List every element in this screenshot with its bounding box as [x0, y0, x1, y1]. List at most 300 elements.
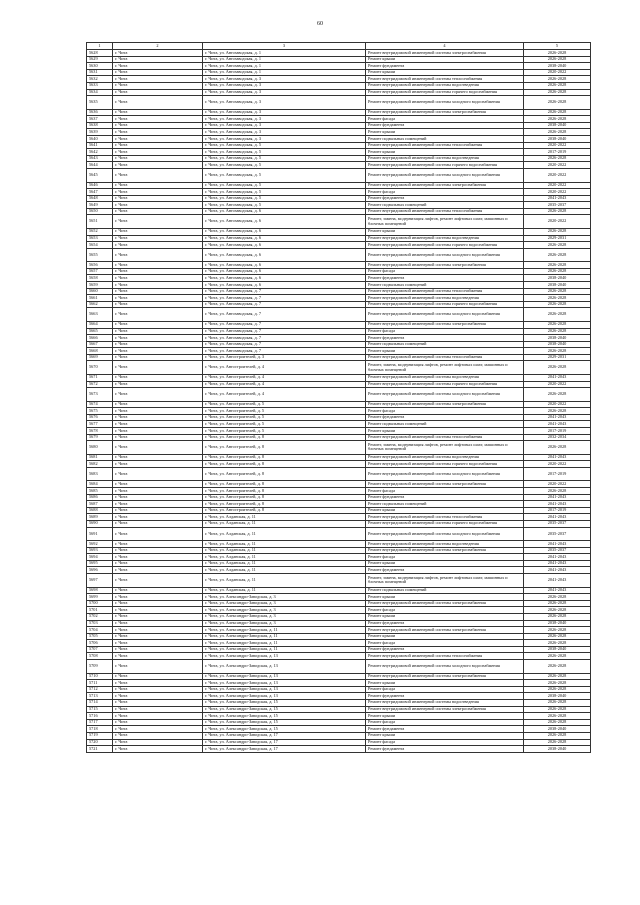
address-cell: г. Чита, ул. Автозаводская, д. 1 [203, 69, 366, 76]
municipality-cell: г. Чита [113, 613, 203, 620]
table-row [87, 408, 591, 415]
row-number-cell: 5642 [87, 149, 113, 156]
municipality-cell: г. Чита [113, 242, 203, 249]
municipality-cell: г. Чита [113, 195, 203, 202]
row-number-cell: 5672 [87, 381, 113, 388]
period-cell: 2029-2031 [524, 235, 591, 242]
municipality-cell: г. Чита [113, 441, 203, 455]
table-row [87, 195, 591, 202]
work-type-cell: Ремонт внутридомовой инженерной системы горячего водоснабжения [366, 162, 524, 169]
address-cell: г. Чита, ул. Автозаводская, д. 6 [203, 262, 366, 269]
address-cell: г. Чита, ул. Автозаводская, д. 7 [203, 335, 366, 342]
municipality-cell: г. Чита [113, 693, 203, 700]
municipality-cell: г. Чита [113, 607, 203, 614]
work-type-cell: Ремонт фасада [366, 640, 524, 647]
table-row [87, 680, 591, 687]
period-cell: 2029-2031 [524, 354, 591, 361]
period-cell: 2020-2022 [524, 142, 591, 149]
address-cell: г. Чита, ул. Алданская, д. 11 [203, 587, 366, 594]
table-row [87, 746, 591, 753]
work-type-cell: Ремонт внутридомовой инженерной системы электроснабжения [366, 673, 524, 680]
period-cell: 2026-2028 [524, 155, 591, 162]
row-number-cell: 5702 [87, 613, 113, 620]
work-type-cell: Ремонт крыши [366, 594, 524, 601]
period-cell: 2026-2028 [524, 627, 591, 634]
table-row [87, 481, 591, 488]
row-number-cell: 5667 [87, 341, 113, 348]
row-number-cell: 5705 [87, 633, 113, 640]
municipality-cell: г. Чита [113, 215, 203, 229]
municipality-cell: г. Чита [113, 428, 203, 435]
address-cell: г. Чита, ул. Александро-Заводская, д. 11 [203, 640, 366, 647]
work-type-cell: Ремонт внутридомовой инженерной системы теплоснабжения [366, 514, 524, 521]
table-row [87, 461, 591, 468]
municipality-cell: г. Чита [113, 574, 203, 588]
row-number-cell: 5720 [87, 739, 113, 746]
address-cell: г. Чита, ул. Автозаводская, д. 3 [203, 82, 366, 89]
table-row [87, 149, 591, 156]
table-row [87, 321, 591, 328]
address-cell: г. Чита, ул. Автозаводская, д. 6 [203, 275, 366, 282]
row-number-cell: 5649 [87, 202, 113, 209]
row-number-cell: 5698 [87, 587, 113, 594]
row-number-cell: 5683 [87, 467, 113, 481]
work-type-cell: Ремонт внутридомовой инженерной системы холодного водоснабжения [366, 467, 524, 481]
address-cell: г. Чита, ул. Алданская, д. 11 [203, 514, 366, 521]
table-row [87, 560, 591, 567]
period-cell: 2026-2028 [524, 660, 591, 674]
work-type-cell: Ремонт внутридомовой инженерной системы горячего водоснабжения [366, 242, 524, 249]
address-cell: г. Чита, ул. Автостроителей, д. 3 [203, 354, 366, 361]
row-number-cell: 5631 [87, 69, 113, 76]
municipality-cell: г. Чита [113, 182, 203, 189]
municipality-cell: г. Чита [113, 719, 203, 726]
period-cell: 2038-2040 [524, 136, 591, 143]
row-number-cell: 5654 [87, 242, 113, 249]
municipality-cell: г. Чита [113, 454, 203, 461]
period-cell: 2026-2028 [524, 301, 591, 308]
municipality-cell: г. Чита [113, 295, 203, 302]
municipality-cell: г. Чита [113, 282, 203, 289]
municipality-cell: г. Чита [113, 560, 203, 567]
address-cell: г. Чита, ул. Автозаводская, д. 6 [203, 242, 366, 249]
table-row [87, 653, 591, 660]
period-cell: 2020-2022 [524, 381, 591, 388]
period-cell: 2020-2022 [524, 162, 591, 169]
period-cell: 2026-2028 [524, 288, 591, 295]
table-row [87, 739, 591, 746]
work-type-cell: Ремонт внутридомовой инженерной системы электроснабжения [366, 401, 524, 408]
table-row [87, 202, 591, 209]
table-row [87, 169, 591, 183]
column-header: 4 [366, 43, 524, 50]
period-cell: 2026-2028 [524, 321, 591, 328]
row-number-cell: 5704 [87, 627, 113, 634]
municipality-cell: г. Чита [113, 162, 203, 169]
work-type-cell: Ремонт подвальных помещений [366, 587, 524, 594]
municipality-cell: г. Чита [113, 488, 203, 495]
period-cell: 2026-2028 [524, 56, 591, 63]
municipality-cell: г. Чита [113, 228, 203, 235]
period-cell: 2038-2040 [524, 282, 591, 289]
municipality-cell: г. Чита [113, 421, 203, 428]
row-number-cell: 5656 [87, 262, 113, 269]
period-cell: 2026-2028 [524, 653, 591, 660]
table-row [87, 699, 591, 706]
address-cell: г. Чита, ул. Автостроителей, д. 8 [203, 507, 366, 514]
work-type-cell: Ремонт внутридомовой инженерной системы холодного водоснабжения [366, 96, 524, 110]
period-cell: 2026-2028 [524, 208, 591, 215]
table-row [87, 613, 591, 620]
row-number-cell: 5633 [87, 82, 113, 89]
work-type-cell: Ремонт фундамента [366, 494, 524, 501]
municipality-cell: г. Чита [113, 594, 203, 601]
period-cell: 2026-2028 [524, 408, 591, 415]
work-type-cell: Ремонт крыши [366, 428, 524, 435]
work-type-cell: Ремонт внутридомовой инженерной системы водоотведения [366, 82, 524, 89]
municipality-cell: г. Чита [113, 507, 203, 514]
period-cell: 2038-2040 [524, 746, 591, 753]
period-cell: 2017-2019 [524, 507, 591, 514]
municipality-cell: г. Чита [113, 248, 203, 262]
period-cell: 2026-2028 [524, 328, 591, 335]
period-cell: 2038-2040 [524, 122, 591, 129]
municipality-cell: г. Чита [113, 328, 203, 335]
row-number-cell: 5703 [87, 620, 113, 627]
municipality-cell: г. Чита [113, 109, 203, 116]
municipality-cell: г. Чита [113, 122, 203, 129]
address-cell: г. Чита, ул. Александро-Заводская, д. 11 [203, 646, 366, 653]
table-row [87, 341, 591, 348]
work-type-cell: Ремонт фундамента [366, 195, 524, 202]
row-number-cell: 5685 [87, 488, 113, 495]
row-number-cell: 5699 [87, 594, 113, 601]
table-row [87, 50, 591, 57]
municipality-cell: г. Чита [113, 76, 203, 83]
period-cell: 2041-2043 [524, 514, 591, 521]
table-row [87, 189, 591, 196]
municipality-cell: г. Чита [113, 208, 203, 215]
work-type-cell: Ремонт внутридомовой инженерной системы водоотведения [366, 699, 524, 706]
row-number-cell: 5639 [87, 129, 113, 136]
row-number-cell: 5630 [87, 63, 113, 70]
row-number-cell: 5713 [87, 693, 113, 700]
row-number-cell: 5700 [87, 600, 113, 607]
table-row [87, 354, 591, 361]
address-cell: г. Чита, ул. Автозаводская, д. 1 [203, 63, 366, 70]
address-cell: г. Чита, ул. Автозаводская, д. 3 [203, 116, 366, 123]
work-type-cell: Ремонт внутридомовой инженерной системы горячего водоснабжения [366, 520, 524, 527]
row-number-cell: 5712 [87, 686, 113, 693]
municipality-cell: г. Чита [113, 149, 203, 156]
table-row [87, 275, 591, 282]
address-cell: г. Чита, ул. Автостроителей, д. 8 [203, 494, 366, 501]
row-number-cell: 5701 [87, 607, 113, 614]
table-row [87, 541, 591, 548]
address-cell: г. Чита, ул. Автозаводская, д. 6 [203, 268, 366, 275]
address-cell: г. Чита, ул. Александро-Заводская, д. 13 [203, 660, 366, 674]
address-cell: г. Чита, ул. Александро-Заводская, д. 15 [203, 699, 366, 706]
period-cell: 2026-2028 [524, 361, 591, 375]
table-row [87, 122, 591, 129]
row-number-cell: 5638 [87, 122, 113, 129]
period-cell: 2017-2019 [524, 467, 591, 481]
row-number-cell: 5628 [87, 50, 113, 57]
municipality-cell: г. Чита [113, 69, 203, 76]
table-row [87, 208, 591, 215]
address-cell: г. Чита, ул. Автозаводская, д. 3 [203, 136, 366, 143]
row-number-cell: 5684 [87, 481, 113, 488]
address-cell: г. Чита, ул. Автозаводская, д. 3 [203, 76, 366, 83]
table-row [87, 388, 591, 402]
work-type-cell: Ремонт фундамента [366, 746, 524, 753]
municipality-cell: г. Чита [113, 401, 203, 408]
period-cell: 2038-2040 [524, 63, 591, 70]
period-cell: 2041-2043 [524, 501, 591, 508]
work-type-cell: Ремонт, замена, модернизация лифтов, ремонт лифтовых шахт, машинных и блочных помещений [366, 215, 524, 229]
municipality-cell: г. Чита [113, 461, 203, 468]
work-type-cell: Ремонт фундамента [366, 726, 524, 733]
municipality-cell: г. Чита [113, 620, 203, 627]
work-type-cell: Ремонт внутридомовой инженерной системы электроснабжения [366, 547, 524, 554]
period-cell: 2026-2028 [524, 89, 591, 96]
municipality-cell: г. Чита [113, 640, 203, 647]
period-cell: 2026-2028 [524, 441, 591, 455]
table-row [87, 235, 591, 242]
row-number-cell: 5697 [87, 574, 113, 588]
work-type-cell: Ремонт фундамента [366, 275, 524, 282]
municipality-cell: г. Чита [113, 202, 203, 209]
municipality-cell: г. Чита [113, 50, 203, 57]
table-row [87, 574, 591, 588]
table-row [87, 335, 591, 342]
row-number-cell: 5679 [87, 434, 113, 441]
work-type-cell: Ремонт внутридомовой инженерной системы электроснабжения [366, 627, 524, 634]
period-cell: 2026-2028 [524, 388, 591, 402]
municipality-cell: г. Чита [113, 275, 203, 282]
period-cell: 2026-2028 [524, 116, 591, 123]
work-type-cell: Ремонт внутридомовой инженерной системы теплоснабжения [366, 288, 524, 295]
work-type-cell: Ремонт внутридомовой инженерной системы холодного водоснабжения [366, 308, 524, 322]
address-cell: г. Чита, ул. Алданская, д. 11 [203, 541, 366, 548]
address-cell: г. Чита, ул. Автостроителей, д. 8 [203, 441, 366, 455]
work-type-cell: Ремонт внутридомовой инженерной системы электроснабжения [366, 600, 524, 607]
address-cell: г. Чита, ул. Автостроителей, д. 5 [203, 421, 366, 428]
municipality-cell: г. Чита [113, 96, 203, 110]
municipality-cell: г. Чита [113, 713, 203, 720]
work-type-cell: Ремонт крыши [366, 149, 524, 156]
period-cell: 2035-2037 [524, 202, 591, 209]
table-row [87, 607, 591, 614]
address-cell: г. Чита, ул. Александро-Заводская, д. 17 [203, 746, 366, 753]
address-cell: г. Чита, ул. Автозаводская, д. 3 [203, 122, 366, 129]
period-cell: 2032-2034 [524, 434, 591, 441]
work-type-cell: Ремонт внутридомовой инженерной системы теплоснабжения [366, 354, 524, 361]
period-cell: 2026-2028 [524, 594, 591, 601]
row-number-cell: 5682 [87, 461, 113, 468]
municipality-cell: г. Чита [113, 673, 203, 680]
address-cell: г. Чита, ул. Александро-Заводская, д. 15 [203, 713, 366, 720]
row-number-cell: 5681 [87, 454, 113, 461]
row-number-cell: 5653 [87, 235, 113, 242]
work-type-cell: Ремонт фундамента [366, 414, 524, 421]
address-cell: г. Чита, ул. Автостроителей, д. 8 [203, 454, 366, 461]
table-row [87, 594, 591, 601]
address-cell: г. Чита, ул. Алданская, д. 11 [203, 560, 366, 567]
table-row [87, 361, 591, 375]
row-number-cell: 5718 [87, 726, 113, 733]
row-number-cell: 5676 [87, 414, 113, 421]
table-row [87, 600, 591, 607]
address-cell: г. Чита, ул. Александро-Заводская, д. 13 [203, 680, 366, 687]
column-header: 2 [113, 43, 203, 50]
row-number-cell: 5690 [87, 520, 113, 527]
period-cell: 2026-2028 [524, 680, 591, 687]
municipality-cell: г. Чита [113, 354, 203, 361]
work-type-cell: Ремонт внутридомовой инженерной системы электроснабжения [366, 706, 524, 713]
municipality-cell: г. Чита [113, 414, 203, 421]
municipality-cell: г. Чита [113, 341, 203, 348]
address-cell: г. Чита, ул. Автозаводская, д. 5 [203, 169, 366, 183]
address-cell: г. Чита, ул. Автозаводская, д. 7 [203, 308, 366, 322]
period-cell: 2026-2028 [524, 268, 591, 275]
period-cell: 2041-2043 [524, 421, 591, 428]
table-row [87, 660, 591, 674]
period-cell: 2041-2043 [524, 374, 591, 381]
table-row [87, 136, 591, 143]
period-cell: 2035-2037 [524, 547, 591, 554]
table-row [87, 640, 591, 647]
period-cell: 2020-2022 [524, 481, 591, 488]
work-type-cell: Ремонт фасада [366, 408, 524, 415]
address-cell: г. Чита, ул. Александро-Заводская, д. 13 [203, 686, 366, 693]
table-row [87, 295, 591, 302]
municipality-cell: г. Чита [113, 56, 203, 63]
work-type-cell: Ремонт внутридомовой инженерной системы теплоснабжения [366, 653, 524, 660]
address-cell: г. Чита, ул. Александро-Заводская, д. 3 [203, 613, 366, 620]
municipality-cell: г. Чита [113, 288, 203, 295]
row-number-cell: 5646 [87, 182, 113, 189]
table-row [87, 308, 591, 322]
address-cell: г. Чита, ул. Автостроителей, д. 4 [203, 361, 366, 375]
table-row [87, 587, 591, 594]
work-type-cell: Ремонт внутридомовой инженерной системы холодного водоснабжения [366, 388, 524, 402]
table-row [87, 63, 591, 70]
table-row [87, 494, 591, 501]
period-cell: 2041-2043 [524, 494, 591, 501]
period-cell: 2026-2028 [524, 262, 591, 269]
row-number-cell: 5721 [87, 746, 113, 753]
address-cell: г. Чита, ул. Автозаводская, д. 1 [203, 50, 366, 57]
row-number-cell: 5692 [87, 541, 113, 548]
address-cell: г. Чита, ул. Автостроителей, д. 8 [203, 461, 366, 468]
period-cell: 2020-2022 [524, 69, 591, 76]
row-number-cell: 5673 [87, 388, 113, 402]
work-type-cell: Ремонт внутридомовой инженерной системы электроснабжения [366, 262, 524, 269]
table-row [87, 520, 591, 527]
period-cell: 2020-2022 [524, 182, 591, 189]
work-type-cell: Ремонт внутридомовой инженерной системы водоотведения [366, 235, 524, 242]
table-row [87, 421, 591, 428]
municipality-cell: г. Чита [113, 653, 203, 660]
table-row [87, 374, 591, 381]
work-type-cell: Ремонт фасада [366, 268, 524, 275]
municipality-cell: г. Чита [113, 348, 203, 355]
address-cell: г. Чита, ул. Автозаводская, д. 6 [203, 282, 366, 289]
address-cell: г. Чита, ул. Автозаводская, д. 6 [203, 215, 366, 229]
municipality-cell: г. Чита [113, 541, 203, 548]
table-row [87, 401, 591, 408]
work-type-cell: Ремонт внутридомовой инженерной системы горячего водоснабжения [366, 89, 524, 96]
period-cell: 2038-2040 [524, 726, 591, 733]
municipality-cell: г. Чита [113, 89, 203, 96]
period-cell: 2026-2028 [524, 686, 591, 693]
address-cell: г. Чита, ул. Александро-Заводская, д. 15 [203, 726, 366, 733]
work-type-cell: Ремонт крыши [366, 129, 524, 136]
work-type-cell: Ремонт внутридомовой инженерной системы электроснабжения [366, 321, 524, 328]
period-cell: 2026-2028 [524, 633, 591, 640]
row-number-cell: 5661 [87, 295, 113, 302]
table-row [87, 129, 591, 136]
period-cell: 2026-2028 [524, 82, 591, 89]
table-row [87, 428, 591, 435]
row-number-cell: 5706 [87, 640, 113, 647]
work-type-cell: Ремонт крыши [366, 680, 524, 687]
work-type-cell: Ремонт фасада [366, 328, 524, 335]
table-row [87, 454, 591, 461]
period-cell: 2026-2028 [524, 50, 591, 57]
column-header: 5 [524, 43, 591, 50]
work-type-cell: Ремонт внутридомовой инженерной системы теплоснабжения [366, 208, 524, 215]
address-cell: г. Чита, ул. Алданская, д. 11 [203, 554, 366, 561]
address-cell: г. Чита, ул. Алданская, д. 11 [203, 520, 366, 527]
table-row [87, 142, 591, 149]
work-type-cell: Ремонт внутридомовой инженерной системы теплоснабжения [366, 142, 524, 149]
address-cell: г. Чита, ул. Автостроителей, д. 4 [203, 374, 366, 381]
table-row [87, 527, 591, 541]
row-number-cell: 5663 [87, 308, 113, 322]
address-cell: г. Чита, ул. Автозаводская, д. 6 [203, 208, 366, 215]
address-cell: г. Чита, ул. Александро-Заводская, д. 15 [203, 719, 366, 726]
municipality-cell: г. Чита [113, 660, 203, 674]
address-cell: г. Чита, ул. Александро-Заводская, д. 11 [203, 633, 366, 640]
municipality-cell: г. Чита [113, 600, 203, 607]
address-cell: г. Чита, ул. Алданская, д. 11 [203, 574, 366, 588]
period-cell: 2041-2043 [524, 414, 591, 421]
municipality-cell: г. Чита [113, 587, 203, 594]
work-type-cell: Ремонт внутридомовой инженерной системы водоотведения [366, 295, 524, 302]
work-type-cell: Ремонт фасада [366, 719, 524, 726]
row-number-cell: 5648 [87, 195, 113, 202]
period-cell: 2038-2040 [524, 646, 591, 653]
address-cell: г. Чита, ул. Автозаводская, д. 6 [203, 248, 366, 262]
table-row [87, 627, 591, 634]
work-type-cell: Ремонт фундамента [366, 620, 524, 627]
page-number: 60 [317, 21, 323, 27]
row-number-cell: 5677 [87, 421, 113, 428]
address-cell: г. Чита, ул. Алданская, д. 11 [203, 567, 366, 574]
table-row [87, 488, 591, 495]
period-cell: 2026-2028 [524, 295, 591, 302]
period-cell: 2041-2043 [524, 560, 591, 567]
municipality-cell: г. Чита [113, 335, 203, 342]
table-row [87, 82, 591, 89]
table-row [87, 547, 591, 554]
work-type-cell: Ремонт, замена, модернизация лифтов, ремонт лифтовых шахт, машинных и блочных помещений [366, 361, 524, 375]
period-cell: 2041-2043 [524, 541, 591, 548]
address-cell: г. Чита, ул. Александро-Заводская, д. 3 [203, 600, 366, 607]
municipality-cell: г. Чита [113, 514, 203, 521]
